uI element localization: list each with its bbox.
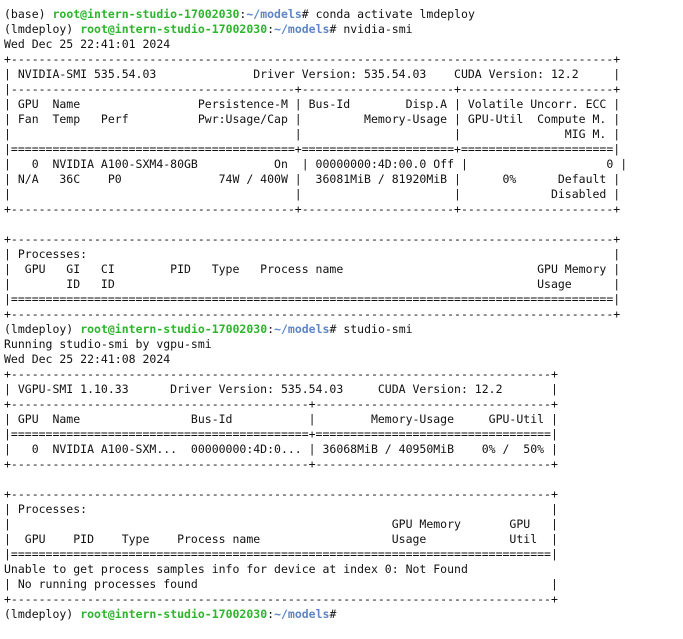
conda-env: (lmdeploy) [4,322,74,336]
output-line: | | | Disabled | [4,187,621,201]
output-line: +-------------------------------------------+----------------------------------+ [4,397,558,411]
output-line: +------------------------------------------------------------------------------+ [4,592,558,606]
conda-env: (lmdeploy) [4,22,74,36]
user-host: root@intern-studio-17002030 [52,7,240,21]
output-line: +---------------------------------------------------------------------------------------+ [4,52,621,66]
prompt-line: (base) root@intern-studio-17002030:~/models# conda activate lmdeploy [4,7,475,21]
output-line: | | | MIG M. | [4,127,621,141]
user-host: root@intern-studio-17002030 [80,22,268,36]
user-host: root@intern-studio-17002030 [80,322,268,336]
output-line [4,217,683,232]
output-line: | GPU Memory GPU | [4,517,558,531]
output-line: |==============================================================================| [4,547,558,561]
output-line: | GPU PID Type Process name Usage Util | [4,532,558,546]
output-line: | 0 NVIDIA A100-SXM... 00000000:4D:0... | 36068MiB / 40950MiB 0% / 50% | [4,442,558,456]
cwd-path: ~/models [274,607,330,621]
output-line: +-----------------------------------------+----------------------+----------------------+ [4,202,621,216]
conda-env: (base) [4,7,46,21]
output-line: | 0 NVIDIA A100-SXM4-80GB On | 00000000:4D:00.0 Off | 0 | [4,157,628,171]
output-line: | NVIDIA-SMI 535.54.03 Driver Version: 535.54.03 CUDA Version: 12.2 | [4,67,621,81]
output-line: | Fan Temp Perf Pwr:Usage/Cap | Memory-Usage | GPU-Util Compute M. | [4,112,621,126]
output-line: | N/A 36C P0 74W / 400W | 36081MiB / 81920MiB | 0% Default | [4,172,621,186]
prompt-line: (lmdeploy) root@intern-studio-17002030:~/models# studio-smi [4,322,413,336]
output-line: | Processes: | [4,247,621,261]
output-line: | ID ID Usage | [4,277,621,291]
output-line: +------------------------------------------------------------------------------+ [4,487,558,501]
output-line: | VGPU-SMI 1.10.33 Driver Version: 535.54.03 CUDA Version: 12.2 | [4,382,558,396]
output-line: Wed Dec 25 22:41:01 2024 [4,37,171,51]
output-line: +---------------------------------------------------------------------------------------+ [4,232,621,246]
output-line: | No running processes found | [4,577,558,591]
output-line: | GPU GI CI PID Type Process name GPU Memory | [4,262,621,276]
cwd-path: ~/models [274,22,330,36]
output-line: +-------------------------------------------+----------------------------------+ [4,457,558,471]
output-line: | GPU Name Bus-Id | Memory-Usage GPU-Util | [4,412,558,426]
output-line: |===========================================+==================================| [4,427,558,441]
cwd-path: ~/models [246,7,302,21]
command-text: nvidia-smi [343,22,413,36]
command-text: studio-smi [343,322,413,336]
prompt-line: (lmdeploy) root@intern-studio-17002030:~/models# nvidia-smi [4,22,413,36]
command-text: conda activate lmdeploy [315,7,475,21]
output-line: +------------------------------------------------------------------------------+ [4,367,558,381]
output-line: Wed Dec 25 22:41:08 2024 [4,352,171,366]
output-line: |=======================================================================================| [4,292,621,306]
output-line: Unable to get process samples info for device at index 0: Not Found [4,562,468,576]
prompt-line[interactable]: (lmdeploy) root@intern-studio-17002030:~/models# [4,607,337,621]
user-host: root@intern-studio-17002030 [80,607,268,621]
output-line: | GPU Name Persistence-M | Bus-Id Disp.A | Volatile Uncorr. ECC | [4,97,621,111]
output-line [4,472,683,487]
output-line: | Processes: | [4,502,558,516]
output-line: |=========================================+======================+======================| [4,142,621,156]
output-line: +---------------------------------------------------------------------------------------+ [4,307,621,321]
conda-env: (lmdeploy) [4,607,74,621]
cwd-path: ~/models [274,322,330,336]
output-line: Running studio-smi by vgpu-smi [4,337,212,351]
output-line: |-----------------------------------------+----------------------+----------------------+ [4,82,621,96]
